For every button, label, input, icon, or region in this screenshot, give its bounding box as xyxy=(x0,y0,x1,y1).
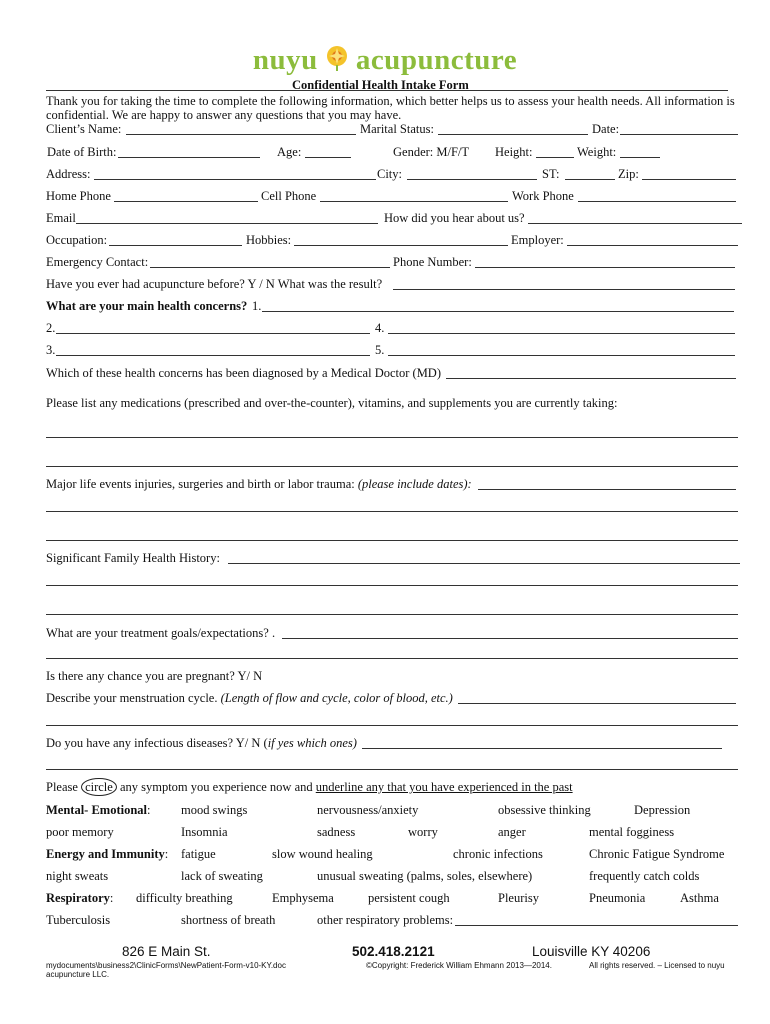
life-events-line-1[interactable] xyxy=(46,511,738,512)
date-field[interactable] xyxy=(620,122,738,135)
circle-example: circle xyxy=(81,778,117,796)
acupuncture-result-field[interactable] xyxy=(393,277,735,290)
infectious-field[interactable] xyxy=(362,736,722,749)
life-events-field[interactable] xyxy=(478,477,736,490)
life-events-line-2[interactable] xyxy=(46,540,738,541)
symptom-mental-fogginess[interactable]: mental fogginess xyxy=(589,825,675,839)
life-events-label: Major life events injuries, surgeries and birth or labor trauma: (please include dates): xyxy=(46,477,472,491)
infectious-label: Do you have any infectious diseases? Y/ N (if yes which ones) xyxy=(46,736,357,750)
family-history-line-2[interactable] xyxy=(46,614,738,615)
footer-file-path-2: acupuncture LLC. xyxy=(46,970,110,979)
symptom-shortness-of-breath[interactable]: shortness of breath xyxy=(181,913,276,927)
home-phone-label: Home Phone xyxy=(46,189,111,203)
mental-emotional-label: Mental- Emotional: xyxy=(46,803,151,817)
height-field[interactable] xyxy=(536,145,574,158)
treatment-goals-line[interactable] xyxy=(46,658,738,659)
family-history-line-1[interactable] xyxy=(46,585,738,586)
home-phone-field[interactable] xyxy=(114,189,258,202)
symptom-nervousness[interactable]: nervousness/anxiety xyxy=(317,803,419,817)
family-history-field[interactable] xyxy=(228,551,740,564)
heard-about-field[interactable] xyxy=(528,211,742,224)
email-field[interactable] xyxy=(76,211,378,224)
other-respiratory-label: other respiratory problems: xyxy=(317,913,454,927)
occupation-field[interactable] xyxy=(109,233,242,246)
age-field[interactable] xyxy=(305,145,351,158)
brand-name-left: nuyu xyxy=(252,44,318,76)
phone-number-field[interactable] xyxy=(475,255,735,268)
footer-copyright: ©Copyright: Frederick William Ehmann 2013—2014. xyxy=(366,961,552,970)
employer-field[interactable] xyxy=(567,233,738,246)
symptom-emphysema[interactable]: Emphysema xyxy=(272,891,334,905)
symptom-chronic-infections[interactable]: chronic infections xyxy=(453,847,543,861)
phone-number-label: Phone Number: xyxy=(393,255,472,269)
other-respiratory-field[interactable] xyxy=(455,913,738,926)
menstruation-field[interactable] xyxy=(458,691,736,704)
symptom-lack-of-sweating[interactable]: lack of sweating xyxy=(181,869,263,883)
symptom-unusual-sweating[interactable]: unusual sweating (palms, soles, elsewhere) xyxy=(317,869,533,883)
symptom-instructions: Please circle any symptom you experience now and underline any that you have experienced in the past xyxy=(46,780,573,794)
form-title: Confidential Health Intake Form xyxy=(292,78,469,92)
symptom-pneumonia[interactable]: Pneumonia xyxy=(589,891,646,905)
symptom-night-sweats[interactable]: night sweats xyxy=(46,869,109,883)
st-field[interactable] xyxy=(565,167,615,180)
respiratory-label: Respiratory: xyxy=(46,891,114,905)
symptom-sadness[interactable]: sadness xyxy=(317,825,356,839)
concern-3-field[interactable] xyxy=(56,343,370,356)
marital-status-label: Marital Status: xyxy=(360,122,434,136)
symptom-fatigue[interactable]: fatigue xyxy=(181,847,216,861)
heard-about-label: How did you hear about us? xyxy=(384,211,525,225)
symptom-poor-memory[interactable]: poor memory xyxy=(46,825,114,839)
footer-address: 826 E Main St. xyxy=(122,944,211,959)
hobbies-field[interactable] xyxy=(294,233,508,246)
city-field[interactable] xyxy=(407,167,537,180)
symptom-slow-wound-healing[interactable]: slow wound healing xyxy=(272,847,373,861)
clinic-logo xyxy=(0,44,770,79)
pregnant-label[interactable]: Is there any chance you are pregnant? Y/ N xyxy=(46,669,263,683)
family-history-label: Significant Family Health History: xyxy=(46,551,220,565)
client-name-label: Client’s Name: xyxy=(46,122,122,136)
intro-line-2: confidential. We are happy to answer any questions that you may have. xyxy=(46,108,402,122)
emergency-contact-label: Emergency Contact: xyxy=(46,255,149,269)
medications-line-1[interactable] xyxy=(46,437,738,438)
symptom-mood-swings[interactable]: mood swings xyxy=(181,803,248,817)
city-label: City: xyxy=(377,167,403,181)
height-label: Height: xyxy=(495,145,533,159)
date-label: Date: xyxy=(592,122,620,136)
gender-label[interactable]: Gender: M/F/T xyxy=(393,145,470,159)
symptom-anger[interactable]: anger xyxy=(498,825,526,839)
email-label: Email xyxy=(46,211,76,225)
brand-name-right: acupuncture xyxy=(355,44,518,76)
concern-1-label: 1. xyxy=(252,299,262,313)
zip-field[interactable] xyxy=(642,167,736,180)
age-label: Age: xyxy=(277,145,302,159)
concern-4-label: 4. xyxy=(375,321,385,335)
client-name-field[interactable] xyxy=(126,122,356,135)
concern-4-field[interactable] xyxy=(388,321,735,334)
symptom-frequent-colds[interactable]: frequently catch colds xyxy=(589,869,700,883)
symptom-pleurisy[interactable]: Pleurisy xyxy=(498,891,539,905)
footer-rights: All rights reserved. – Licensed to nuyu xyxy=(589,961,725,970)
symptom-obsessive-thinking[interactable]: obsessive thinking xyxy=(498,803,591,817)
symptom-persistent-cough[interactable]: persistent cough xyxy=(368,891,450,905)
occupation-label: Occupation: xyxy=(46,233,108,247)
emergency-contact-field[interactable] xyxy=(150,255,390,268)
address-label: Address: xyxy=(46,167,91,181)
footer-city: Louisville KY 40206 xyxy=(532,944,651,959)
dob-label: Date of Birth: xyxy=(47,145,117,159)
treatment-goals-label: What are your treatment goals/expectations? . xyxy=(46,626,276,640)
concern-5-label: 5. xyxy=(375,343,385,357)
zip-label: Zip: xyxy=(618,167,639,181)
infectious-line[interactable] xyxy=(46,769,738,770)
work-phone-field[interactable] xyxy=(578,189,736,202)
treatment-goals-field[interactable] xyxy=(282,626,738,639)
symptom-tuberculosis[interactable]: Tuberculosis xyxy=(46,913,111,927)
concern-5-field[interactable] xyxy=(388,343,735,356)
menstruation-label: Describe your menstruation cycle. (Length of flow and cycle, color of blood, etc.) xyxy=(46,691,453,705)
marital-status-field[interactable] xyxy=(438,122,588,135)
menstruation-line[interactable] xyxy=(46,725,738,726)
cell-phone-label: Cell Phone xyxy=(261,189,317,203)
diagnosed-label: Which of these health concerns has been diagnosed by a Medical Doctor (MD) xyxy=(46,366,442,380)
concern-2-label: 2. xyxy=(46,321,56,335)
symptom-worry[interactable]: worry xyxy=(408,825,438,839)
footer-file-path: mydocuments\business2\ClinicForms\NewPatient-Form-v10-KY.doc xyxy=(46,961,286,970)
st-label: ST: xyxy=(542,167,560,181)
concern-1-field[interactable] xyxy=(262,299,734,312)
acupuncture-before-label: Have you ever had acupuncture before? Y / N What was the result? xyxy=(46,277,383,291)
symptom-chronic-fatigue[interactable]: Chronic Fatigue Syndrome xyxy=(589,847,725,861)
symptom-asthma[interactable]: Asthma xyxy=(680,891,719,905)
address-field[interactable] xyxy=(94,167,376,180)
symptom-depression[interactable]: Depression xyxy=(634,803,691,817)
employer-label: Employer: xyxy=(511,233,564,247)
weight-field[interactable] xyxy=(620,145,660,158)
weight-label: Weight: xyxy=(577,145,617,159)
medications-label: Please list any medications (prescribed and over-the-counter), vitamins, and supplements you are currently taking: xyxy=(46,396,618,410)
diagnosed-field[interactable] xyxy=(446,366,736,379)
cell-phone-field[interactable] xyxy=(320,189,508,202)
hobbies-label: Hobbies: xyxy=(246,233,292,247)
dob-field[interactable] xyxy=(118,145,260,158)
symptom-insomnia[interactable]: Insomnia xyxy=(181,825,228,839)
symptom-difficulty-breathing[interactable]: difficulty breathing xyxy=(136,891,233,905)
medications-line-2[interactable] xyxy=(46,466,738,467)
work-phone-label: Work Phone xyxy=(512,189,574,203)
intro-line-1: Thank you for taking the time to complete the following information, which better helps us to assess your health needs. All information is xyxy=(46,94,735,108)
footer-phone: 502.418.2121 xyxy=(352,944,435,959)
concern-3-label: 3. xyxy=(46,343,56,357)
flower-icon xyxy=(326,45,348,79)
main-concerns-label: What are your main health concerns? xyxy=(46,299,248,313)
energy-immunity-label: Energy and Immunity: xyxy=(46,847,169,861)
concern-2-field[interactable] xyxy=(56,321,370,334)
